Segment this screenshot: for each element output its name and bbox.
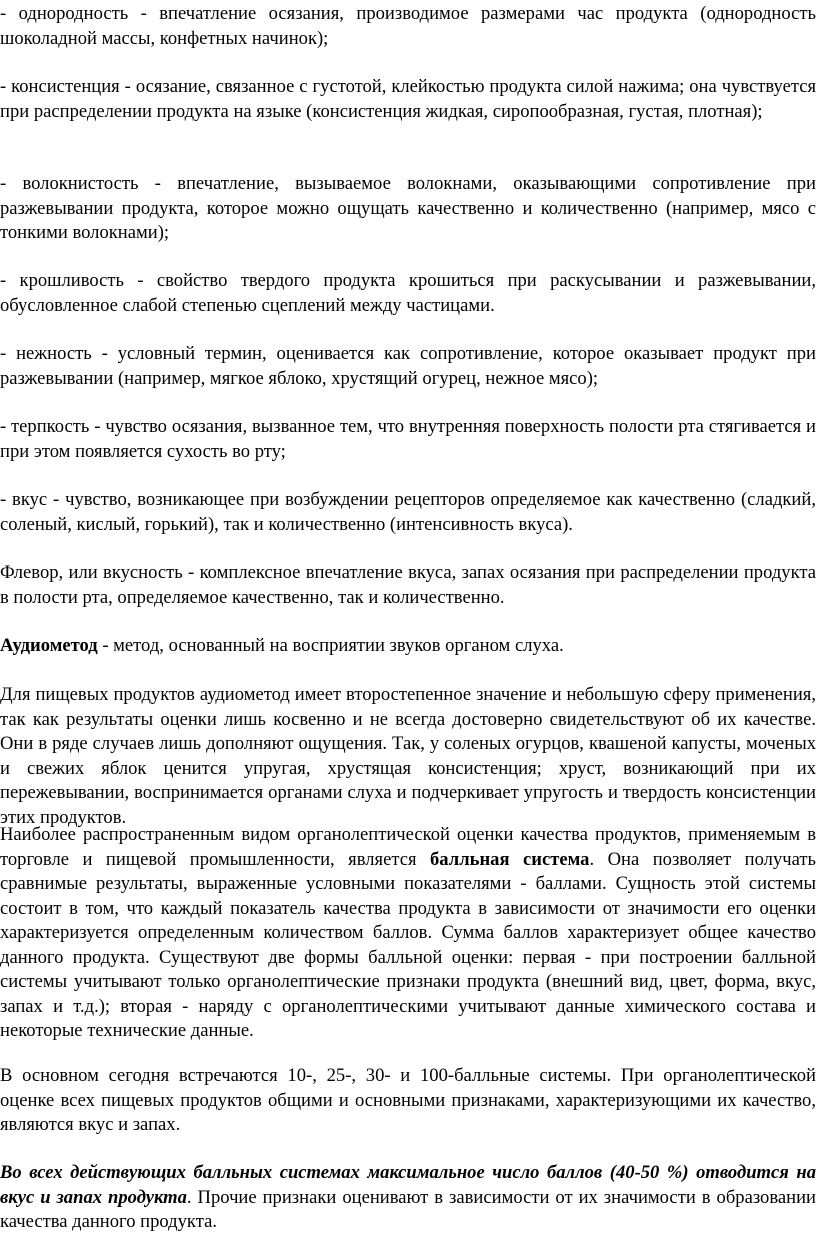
point-system-term: балльная система: [430, 848, 590, 870]
paragraph-consistency: - консистенция - осязание, связанное с густотой, клейкостью продукта силой нажима; она чувствуется при распределении продукта на языке (консистенция жидкая, сиропообразная, густая, плотная);: [0, 76, 816, 122]
taste-smell-rest: . Прочие признаки оценивают в зависимости от их значимости в образовании качества данного продукта.: [0, 1186, 816, 1232]
paragraph-audiomethod: [0, 634, 816, 659]
paragraph-taste-smell-weight: [0, 1161, 816, 1235]
paragraph-crumbliness: - крошливость - свойство твердого продукта крошиться при раскусывании и разжевывании, обусловленное слабой степенью сцеплений между частицами.: [0, 270, 816, 316]
paragraph-taste: - вкус - чувство, возникающее при возбуждении рецепторов определяемое как качественно (сладкий, соленый, кислый, горький), так и количественно (интенсивность вкуса).: [0, 489, 816, 535]
paragraph-astringency: - терпкость - чувство осязания, вызванное тем, что внутренняя поверхность полости рта стягивается и при этом появляется сухость во рту;: [0, 416, 816, 462]
point-system-intro: Наиболее распространенным видом органолептической оценки качества продуктов, применяемым в торговле и пищевой промышленности, является: [0, 824, 816, 870]
paragraph-homogeneity: - однородность - впечатление осязания, производимое размерами час продукта (однородность шоколадной массы, конфетных начинок);: [0, 3, 816, 49]
paragraph-fibrousness: - волокнистость - впечатление, вызываемое волокнами, оказывающими сопротивление при разжевывании продукта, которое можно ощущать качественно и количественно (например, мясо с тонкими волокнами);: [0, 173, 816, 243]
audiomethod-definition: - метод, основанный на восприятии звуков органом слуха.: [97, 635, 564, 656]
paragraph-tenderness: - нежность - условный термин, оценивается как сопротивление, которое оказывает продукт при разжевывании (например, мягкое яблоко, хрустящий огурец, нежное мясо);: [0, 343, 816, 389]
paragraph-point-scales: В основном сегодня встречаются 10-, 25-, 30- и 100-балльные системы. При органолептической оценке всех пищевых продуктов общими и основными признаками, характеризующими их качество, являются вкус и запах.: [0, 1065, 816, 1135]
paragraph-audiomethod-usage: Для пищевых продуктов аудиометод имеет второстепенное значение и небольшую сферу применения, так как результаты оценки лишь косвенно и не всегда достоверно свидетельствуют об их качестве. Они в ряде случаев лишь дополняют ощущения. Так, у соленых огурцов, квашеной капусты, моченых и свежих яблок ценится упругая, хрустящая консистенция; хруст, возникающий при их пережевывании, воспринимается органами слуха и подчеркивает упругость и твердость консистенции этих продуктов.: [0, 684, 816, 828]
audiomethod-term: Аудиометод: [0, 635, 98, 656]
paragraph-flavor: Флевор, или вкусность - комплексное впечатление вкуса, запах осязания при распределении продукта в полости рта, определяемое качественно, так и количественно.: [0, 562, 816, 608]
taste-smell-emphasis: Во всех действующих балльных системах максимальное число баллов (40-50 %) отводится на вкус и запах продукта: [0, 1162, 816, 1208]
point-system-description: . Она позволяет получать сравнимые результаты, выраженные условными показателями - баллами. Сущность этой системы состоит в том, что каждый показатель качества продукта в зависимости от значимости его оценки характеризуется определенным количеством баллов. Сумма баллов характеризует общее качество данного продукта. Существуют две формы балльной оценки: первая - при построении балльной системы учитывают только органолептические признаки продукта (внешний вид, цвет, форма, вкус, запах и т.д.); вторая - наряду с органолептическими учитывают данные химического состава и некоторые технические данные.: [0, 848, 816, 1041]
paragraph-point-system: [0, 823, 816, 1044]
